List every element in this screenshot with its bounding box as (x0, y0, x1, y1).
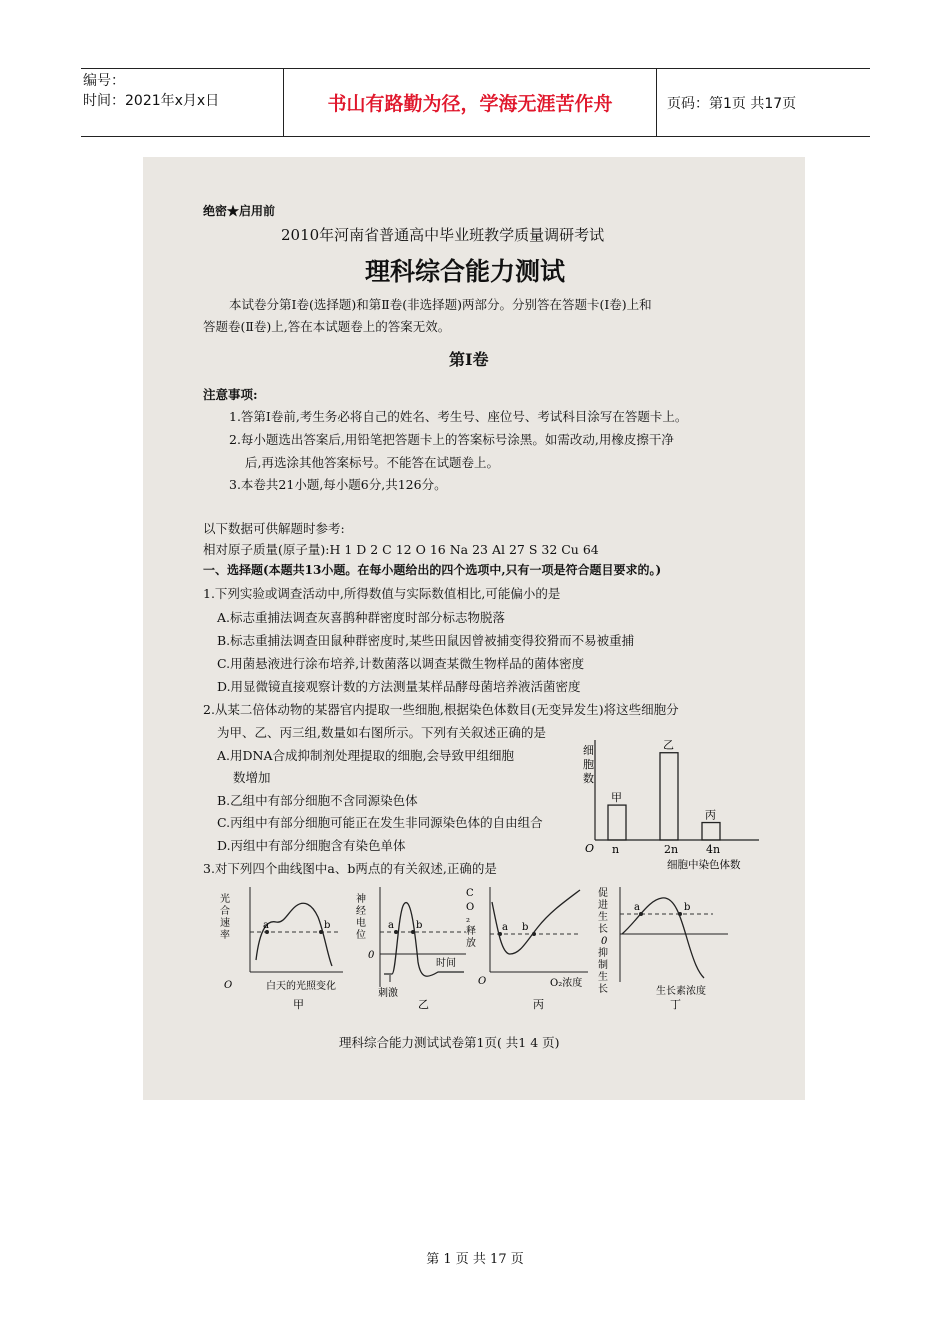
yi-title: 乙 (418, 998, 429, 1011)
q2-option-a-cont: 数增加 (233, 770, 271, 785)
exam-title: 2010年河南省普通高中毕业班教学质量调研考试 (281, 226, 605, 244)
jia-title: 甲 (293, 998, 304, 1011)
bing-ylabel-3: ₂ (466, 914, 471, 925)
q1-option-b: B.标志重捕法调查田鼠种群密度时,某些田鼠因曾被捕变得狡猾而不易被重捕 (217, 633, 635, 648)
page-footer: 第 1 页 共 17 页 (426, 1252, 524, 1267)
bar-chart-ylabel-3: 数 (583, 772, 594, 785)
curve-chart-yi (356, 887, 466, 1011)
notice-2a: 2.每小题选出答案后,用铅笔把答题卡上的答案标号涂黑。如需改动,用橡皮擦干净 (229, 432, 674, 447)
secret-label: 绝密★启用前 (203, 204, 276, 218)
ding-ylabel-bottom-3: 生 (598, 972, 608, 983)
notice-1: 1.答第Ⅰ卷前,考生务必将自己的姓名、考生号、座位号、考试科目涂写在答题卡上。 (229, 409, 688, 424)
bing-ylabel-4: 释 (466, 926, 476, 937)
data-ref: 以下数据可供解题时参考: (203, 521, 345, 536)
yi-ylabel-3: 电 (356, 918, 366, 929)
page-info: 页码：第1页 共17页 (667, 95, 797, 112)
q2-option-b: B.乙组中有部分细胞不含同源染色体 (217, 793, 418, 808)
bar-tick-n: n (612, 843, 620, 856)
jia-origin: O (224, 980, 233, 991)
jia-label-a: a (263, 920, 269, 931)
bar-2n (660, 753, 678, 840)
notice-title: 注意事项: (203, 387, 258, 402)
ding-point-b (678, 912, 682, 916)
jia-ylabel-2: 合 (220, 906, 230, 917)
jia-xlabel: 白天的光照变化 (266, 981, 336, 992)
yi-xlabel: 时间 (436, 958, 456, 969)
yi-label-b: b (416, 920, 423, 931)
bing-origin: O (478, 976, 487, 987)
time-label: 时间：2021年x月x日 (83, 93, 220, 109)
jia-ylabel-1: 光 (220, 894, 230, 905)
bar-chart-ylabel-2: 胞 (583, 758, 594, 771)
q2-option-a: A.用DNA合成抑制剂处理提取的细胞,会导致甲组细胞 (217, 748, 514, 763)
yi-label-a: a (388, 920, 394, 931)
ding-zero: 0 (601, 936, 608, 947)
ding-label-b: b (684, 902, 691, 913)
ding-ylabel-top-4: 长 (598, 924, 608, 935)
scanned-exam-page (143, 157, 805, 1100)
bing-label-a: a (502, 922, 508, 933)
bar-label-n: 甲 (611, 791, 622, 805)
serial-label: 编号： (83, 73, 125, 89)
ding-title: 丁 (670, 998, 681, 1011)
yi-ylabel-1: 神 (356, 894, 366, 905)
page-caption: 理科综合能力测试试卷第1页( 共1 4 页) (339, 1035, 560, 1050)
bing-point-b (532, 932, 536, 936)
jia-label-b: b (324, 920, 331, 931)
notice-2b: 后,再选涂其他答案标号。不能答在试题卷上。 (245, 455, 499, 470)
ding-xlabel: 生长素浓度 (656, 986, 706, 997)
yi-ylabel-2: 经 (356, 906, 366, 917)
q2-option-c: C.丙组中有部分细胞可能正在发生非同源染色体的自由组合 (217, 815, 543, 830)
bar-tick-2n: 2n (664, 843, 679, 856)
bing-xlabel: O₂浓度 (550, 978, 583, 989)
jia-ylabel-3: 速 (220, 918, 230, 929)
yi-ylabel-4: 位 (356, 930, 366, 941)
section-1-title: 一、选择题(本题共13小题。在每小题给出的四个选项中,只有一项是符合题目要求的。) (203, 563, 662, 577)
intro-line-1: 本试卷分第Ⅰ卷(选择题)和第Ⅱ卷(非选择题)两部分。分别答在答题卡(Ⅰ卷)上和 (229, 297, 652, 312)
ding-ylabel-bottom-4: 长 (598, 984, 608, 995)
bar-n (608, 805, 626, 840)
yi-point-b (411, 930, 415, 934)
header-left (81, 69, 283, 136)
bar-chart-origin: O (585, 842, 595, 855)
ding-ylabel-top-2: 进 (598, 900, 608, 911)
motto: 书山有路勤为径，学海无涯苦作舟 (283, 69, 657, 136)
ding-ylabel-top-3: 生 (598, 912, 608, 923)
q3-stem: 3.对下列四个曲线图中a、b两点的有关叙述,正确的是 (203, 861, 497, 876)
q2-stem-2: 为甲、乙、丙三组,数量如右图所示。下列有关叙述正确的是 (217, 725, 546, 740)
curve-chart-bing (466, 887, 588, 1011)
bar-label-2n: 乙 (663, 738, 674, 752)
ding-ylabel-top-1: 促 (598, 888, 608, 899)
bar-label-4n: 丙 (705, 808, 716, 822)
jia-ylabel-4: 率 (220, 930, 230, 941)
q1-option-a: A.标志重捕法调查灰喜鹊种群密度时部分标志物脱落 (217, 610, 506, 625)
jia-curve (256, 903, 332, 966)
q2-stem-1: 2.从某二倍体动物的某器官内提取一些细胞,根据染色体数目(无变异发生)将这些细胞分 (203, 702, 679, 717)
atomic-mass: 相对原子质量(原子量):H 1 D 2 C 12 O 16 Na 23 Al 27 S 32 Cu 64 (203, 542, 599, 557)
subject-title: 理科综合能力测试 (365, 257, 566, 286)
part-title: 第Ⅰ卷 (449, 350, 489, 369)
q3-curve-charts (208, 882, 768, 1022)
yi-point-a (394, 930, 398, 934)
ding-ylabel-bottom-2: 制 (598, 960, 608, 971)
ding-label-a: a (634, 902, 640, 913)
bar-group (608, 739, 720, 856)
bing-ylabel-2: O (466, 902, 475, 913)
page-header (81, 68, 870, 137)
jia-point-b (319, 930, 323, 934)
curve-chart-ding (598, 887, 728, 1011)
q1-option-c: C.用菌悬液进行涂布培养,计数菌落以调查某微生物样品的菌体密度 (217, 656, 585, 671)
bar-tick-4n: 4n (706, 843, 721, 856)
bar-chart-ylabel-1: 细 (583, 744, 594, 757)
intro-line-2: 答题卷(Ⅱ卷)上,答在本试题卷上的答案无效。 (203, 319, 451, 334)
bing-label-b: b (522, 922, 529, 933)
yi-zero: 0 (368, 950, 375, 961)
bar-4n (702, 823, 720, 840)
q1-option-d: D.用显微镜直接观察计数的方法测量某样品酵母菌培养液活菌密度 (217, 679, 581, 694)
bing-title: 丙 (533, 998, 544, 1011)
bing-ylabel-1: C (466, 888, 474, 899)
q1-stem: 1.下列实验或调查活动中,所得数值与实际数值相比,可能偏小的是 (203, 586, 561, 601)
curve-chart-jia (220, 887, 343, 1011)
q2-option-d: D.丙组中有部分细胞含有染色单体 (217, 838, 406, 853)
bing-ylabel-5: 放 (466, 938, 476, 949)
ding-ylabel-bottom-1: 抑 (598, 948, 608, 959)
yi-annotation: 刺激 (378, 988, 398, 999)
chromosome-bar-chart (581, 732, 766, 877)
bar-chart-xlabel: 细胞中染色体数 (667, 859, 741, 871)
notice-3: 3.本卷共21小题,每小题6分,共126分。 (229, 477, 447, 492)
